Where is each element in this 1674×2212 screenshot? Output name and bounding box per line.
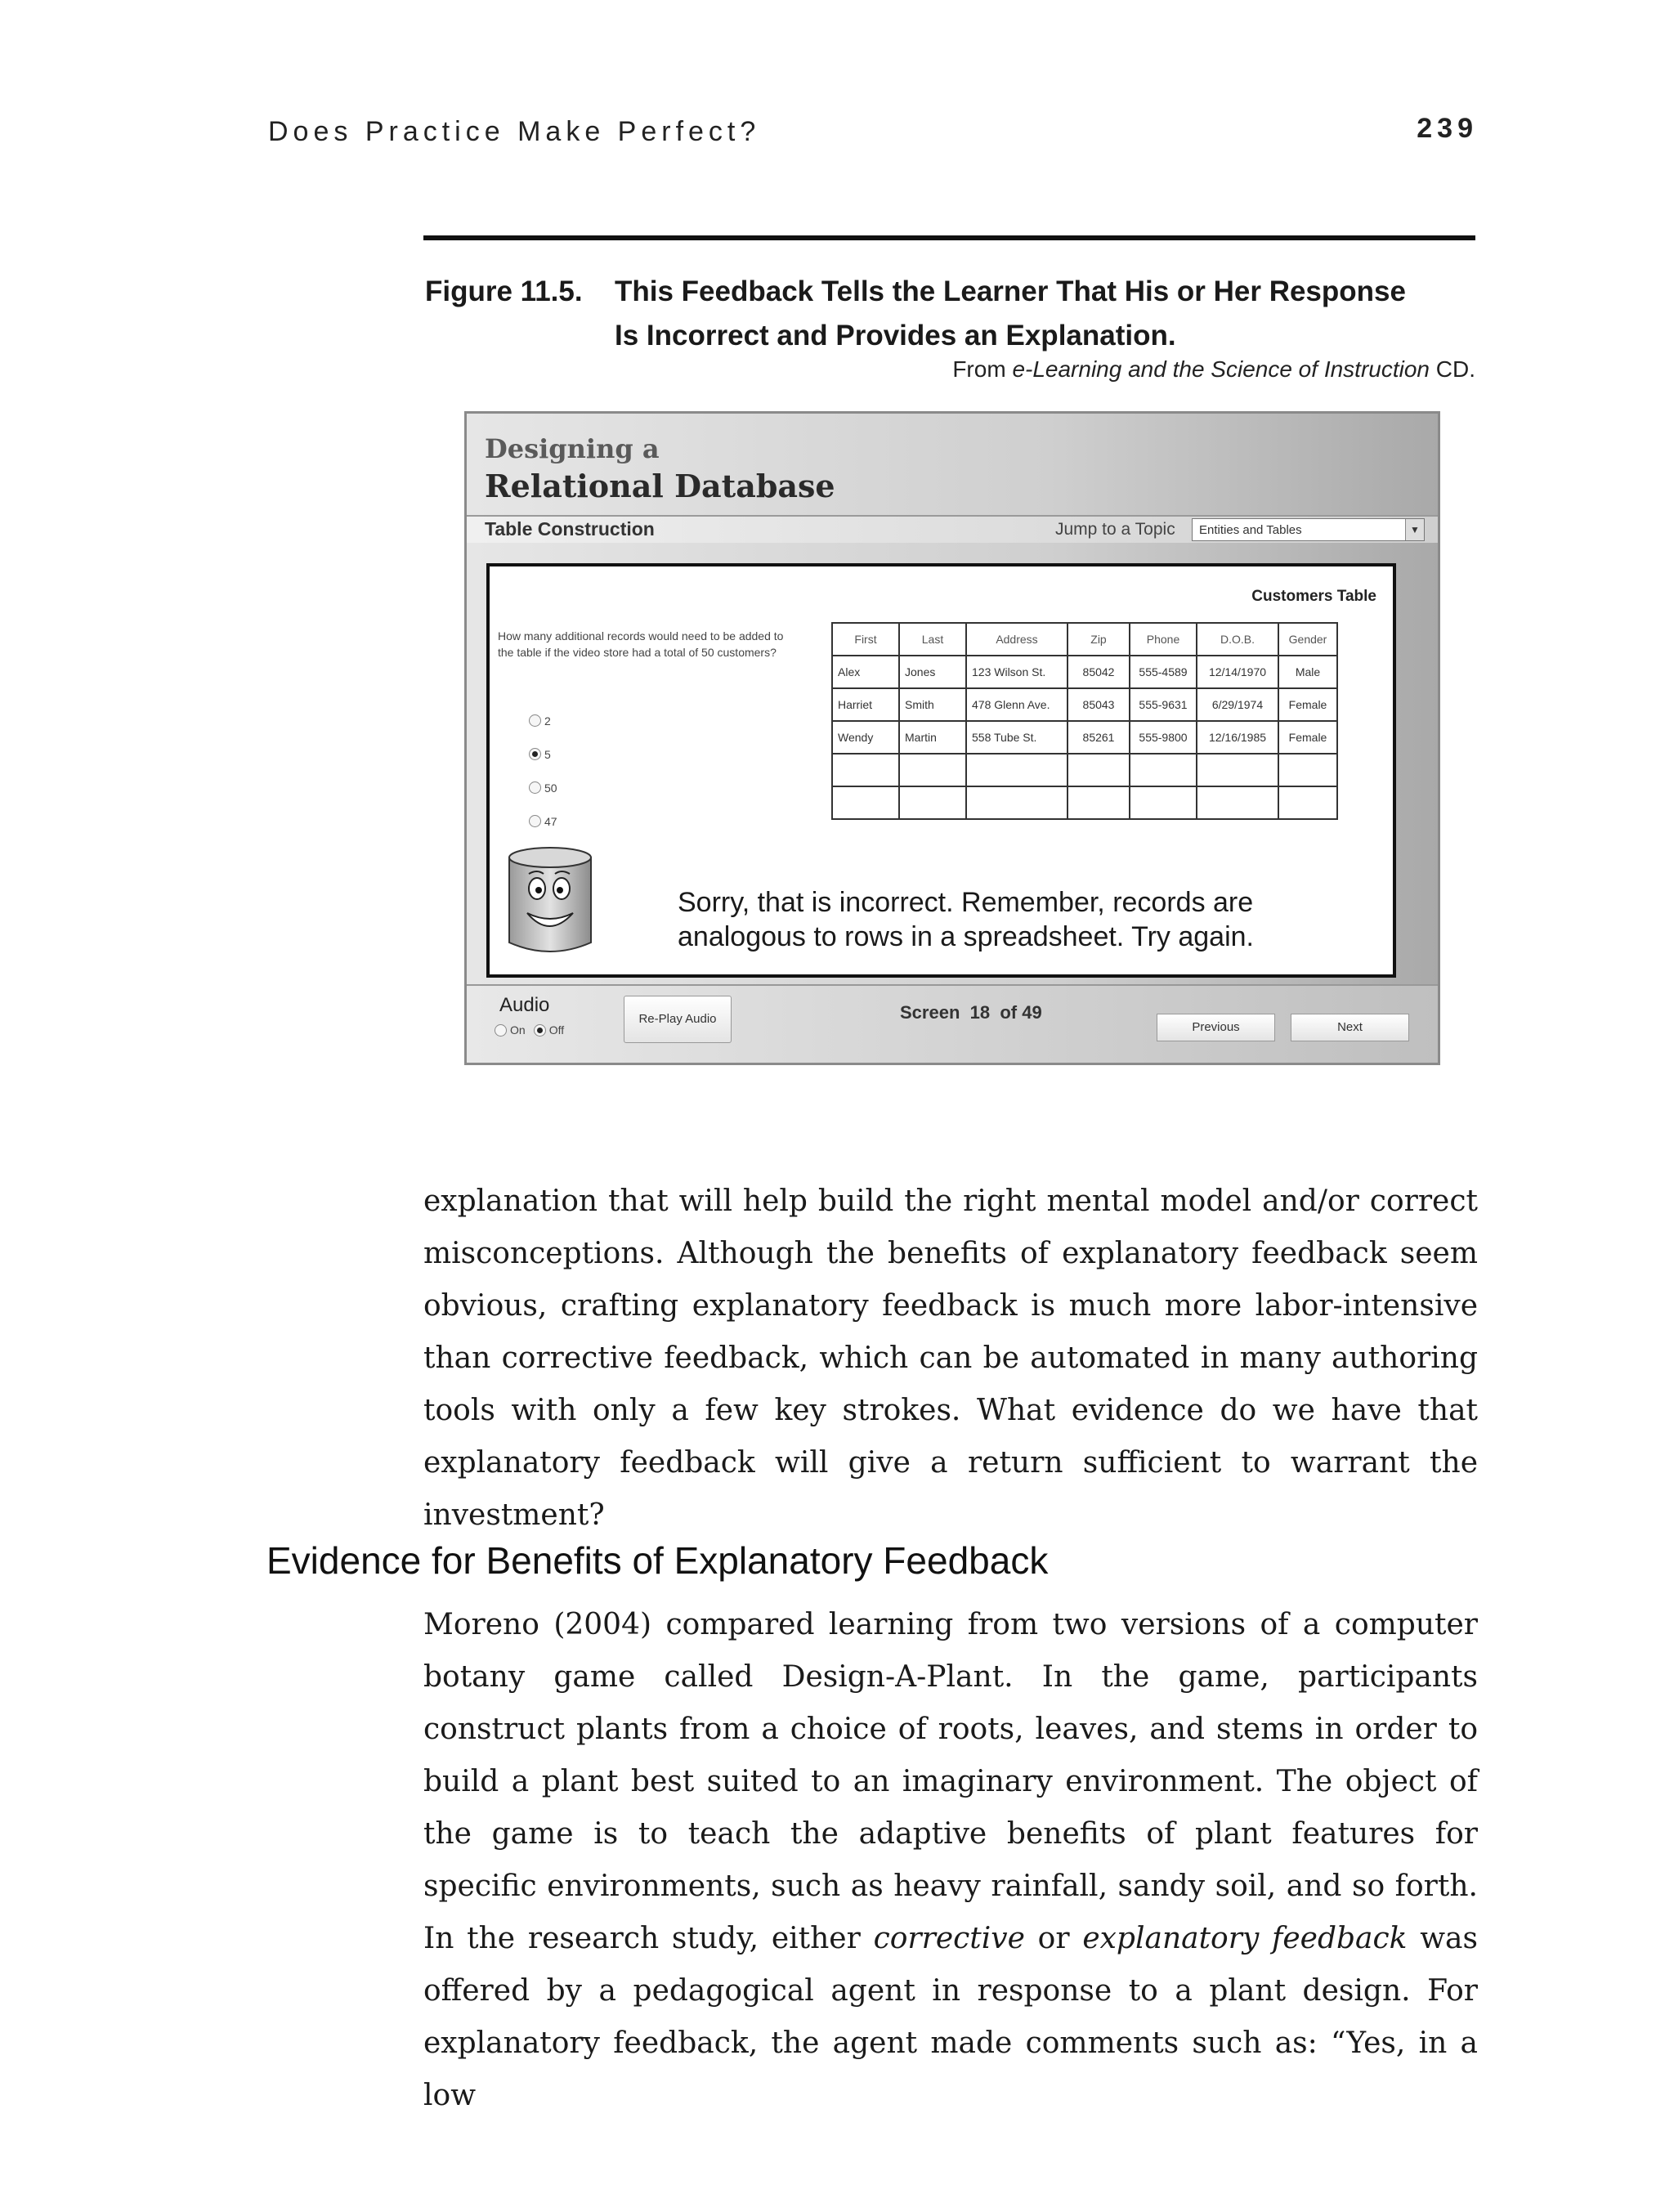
table-row (832, 688, 1337, 721)
feedback-line-1: Sorry, that is incorrect. Remember, records are (678, 887, 1254, 918)
column-header: D.O.B. (1197, 623, 1278, 656)
table-cell (899, 786, 966, 819)
table-cell (1278, 786, 1337, 819)
figure-rule (423, 235, 1475, 240)
radio-button[interactable] (529, 815, 541, 827)
column-header: First (832, 623, 899, 656)
figure-caption (425, 270, 1479, 358)
column-header: Zip (1068, 623, 1130, 656)
feedback-line-2: analogous to rows in a spreadsheet. Try again. (678, 921, 1254, 952)
table-cell: 555-9800 (1130, 721, 1197, 754)
audio-off-label: Off (548, 1023, 565, 1037)
option-label: 47 (544, 814, 557, 828)
course-title-line-2: Relational Database (485, 468, 835, 504)
running-title: Does Practice Make Perfect? (268, 116, 761, 147)
screen-total: of 49 (1000, 1002, 1042, 1023)
chevron-down-icon[interactable]: ▼ (1405, 519, 1424, 540)
topic-select[interactable] (1192, 518, 1425, 541)
option-label: 2 (544, 714, 551, 728)
course-title-line-1: Designing a (485, 433, 660, 464)
paragraph-part: or (1024, 1922, 1083, 1955)
table-cell: Harriet (832, 688, 899, 721)
radio-button-selected[interactable] (534, 1024, 546, 1037)
answer-options (529, 704, 557, 838)
paragraph-text (423, 1599, 1478, 2122)
caption-line-1: This Feedback Tells the Learner That His or Her Response (615, 275, 1406, 307)
section-heading: Evidence for Benefits of Explanatory Feedback (266, 1539, 1049, 1582)
answer-option[interactable] (529, 704, 557, 737)
table-cell (966, 786, 1068, 819)
caption-line-2: Is Incorrect and Provides an Explanation. (615, 320, 1176, 352)
audio-on-option[interactable] (495, 1023, 526, 1037)
emphasis-explanatory-feedback: explanatory feedback (1082, 1922, 1408, 1955)
body-paragraph-2 (423, 1599, 1478, 2122)
table-cell: Smith (899, 688, 966, 721)
jump-label: Jump to a Topic (1055, 520, 1175, 539)
table-cell (832, 786, 899, 819)
answer-option[interactable] (529, 737, 557, 771)
table-row (832, 656, 1337, 688)
section-title: Table Construction (485, 518, 655, 540)
source-suffix: CD. (1430, 356, 1475, 382)
table-cell: 85043 (1068, 688, 1130, 721)
table-cell (966, 754, 1068, 786)
radio-button[interactable] (529, 781, 541, 794)
table-cell: 555-4589 (1130, 656, 1197, 688)
screen-counter (900, 1002, 1042, 1023)
table-cell: 12/16/1985 (1197, 721, 1278, 754)
previous-button[interactable]: Previous (1157, 1014, 1275, 1041)
column-header: Phone (1130, 623, 1197, 656)
table-cell (1068, 786, 1130, 819)
column-header: Last (899, 623, 966, 656)
table-cell: Female (1278, 721, 1337, 754)
customers-table (831, 622, 1338, 820)
screen-current: 18 (969, 1002, 991, 1023)
table-cell: 123 Wilson St. (966, 656, 1068, 688)
replay-audio-button[interactable]: Re-Play Audio (624, 996, 732, 1043)
column-header: Address (966, 623, 1068, 656)
emphasis-corrective: corrective (873, 1922, 1025, 1955)
topic-select-value: Entities and Tables (1199, 523, 1302, 537)
table-cell: 558 Tube St. (966, 721, 1068, 754)
screen-prefix: Screen (900, 1002, 960, 1023)
next-button[interactable]: Next (1291, 1014, 1409, 1041)
question-text: How many additional records would need to be added to the table if the video store had a total of 50 customers? (498, 629, 784, 659)
table-cell: 85261 (1068, 721, 1130, 754)
table-header-row (832, 623, 1337, 656)
figure-source (952, 356, 1475, 383)
page-number: 239 (1417, 113, 1478, 144)
source-prefix: From (952, 356, 1013, 382)
table-cell: Wendy (832, 721, 899, 754)
radio-button[interactable] (495, 1024, 507, 1037)
table-cell (899, 754, 966, 786)
paragraph-part: was offered by a pedagogical agent in response to a plant design. For explanatory feedback, the agent made comments such as: “Yes, in a low (423, 1922, 1478, 2112)
figure-number: Figure 11.5. (425, 275, 583, 307)
table-cell (1278, 754, 1337, 786)
audio-options (495, 1023, 564, 1037)
answer-option[interactable] (529, 771, 557, 804)
table-cell (1068, 754, 1130, 786)
source-title: e-Learning and the Science of Instruction (1012, 356, 1430, 382)
table-cell: 12/14/1970 (1197, 656, 1278, 688)
table-row-empty (832, 754, 1337, 786)
table-cell (832, 754, 899, 786)
table-cell: Jones (899, 656, 966, 688)
audio-label: Audio (499, 994, 550, 1016)
table-cell: Martin (899, 721, 966, 754)
pedagogical-agent-icon (504, 843, 596, 957)
audio-off-option[interactable] (534, 1023, 564, 1037)
option-label: 5 (544, 747, 551, 761)
table-cell: Male (1278, 656, 1337, 688)
body-paragraph-1 (423, 1175, 1478, 1542)
paragraph-part: Moreno (2004) compared learning from two versions of a computer botany game called Design-A-Plant. In the game, participants construct plants from a choice of roots, leaves, and stems in order to build a plant best suited to an imaginary environment. The object of the game is to teach the adaptive benefits of plant features for specific environments, such as heavy rainfall, sandy soil, and so forth. In the research study, either (423, 1608, 1478, 1955)
table-cell (1197, 754, 1278, 786)
table-cell: 85042 (1068, 656, 1130, 688)
table-row-empty (832, 786, 1337, 819)
audio-on-label: On (510, 1023, 526, 1037)
navigation-footer (467, 984, 1438, 1064)
table-cell (1197, 786, 1278, 819)
screenshot-figure (464, 411, 1440, 1065)
table-title: Customers Table (1251, 588, 1376, 605)
table-cell (1130, 786, 1197, 819)
table-cell: 478 Glenn Ave. (966, 688, 1068, 721)
paragraph-text: explanation that will help build the right mental model and/or correct misconceptions. Although the benefits of explanatory feedback seem obvious, crafting explanatory feedback is much more labor-intensive than corrective feedback, which can be automated in many authoring tools with only a few key strokes. What evidence do we have that explanatory feedback will give a return sufficient to warrant the investment? (423, 1184, 1478, 1532)
column-header: Gender (1278, 623, 1337, 656)
table-cell (1130, 754, 1197, 786)
radio-button[interactable] (529, 714, 541, 727)
radio-button-selected[interactable] (529, 748, 541, 760)
content-panel (486, 563, 1396, 978)
option-label: 50 (544, 781, 557, 795)
feedback-message (678, 885, 1332, 954)
table-cell: Alex (832, 656, 899, 688)
table-row (832, 721, 1337, 754)
answer-option[interactable] (529, 804, 557, 838)
table-cell: 555-9631 (1130, 688, 1197, 721)
table-cell: 6/29/1974 (1197, 688, 1278, 721)
table-cell: Female (1278, 688, 1337, 721)
